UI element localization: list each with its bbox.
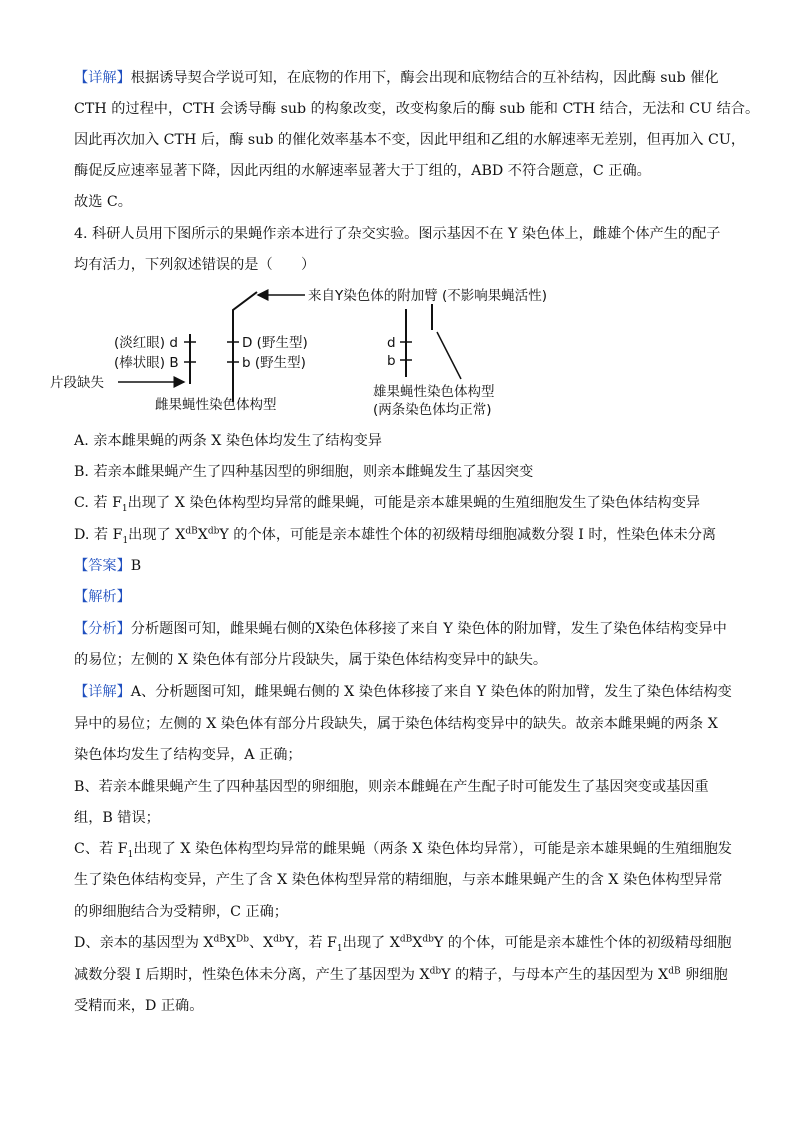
question-line-2: 均有活力，下列叙述错误的是（ ） [74, 257, 316, 273]
option-b: B. 若亲本雌果蝇产生了四种基因型的卵细胞，则亲本雌蝇发生了基因突变 [74, 464, 534, 480]
detail2-a3: 染色体均发生了结构变异，A 正确； [74, 747, 302, 763]
detail2-a1: 【详解】A、分析题图可知，雌果蝇右侧的 X 染色体移接了来自 Y 染色体的附加臂，发生了染色体结构变 [74, 684, 732, 700]
gene-b-male: b [387, 353, 396, 369]
gene-d-female: (淡红眼) d [114, 335, 178, 351]
gene-D-female: D (野生型) [242, 335, 308, 351]
analysis-tag: 【解析】 [74, 589, 131, 605]
gene-B-female: (棒状眼) B [114, 355, 179, 371]
detail2-d3: 受精而来，D 正确。 [74, 998, 204, 1014]
detail2-d2: 减数分裂 I 后期时，性染色体未分离，产生了基因型为 $X^{db}Y$ 的精子，与母本产生的基因型为 $X^{dB}$ 卵细胞 [74, 966, 728, 983]
fenxi-line-1: 【分析】分析题图可知，雌果蝇右侧的X染色体移接了来自 Y 染色体的附加臂，发生了染色体结构变异中 [74, 621, 727, 637]
option-d: D. 若 $F_1$出现了 $X^{dB}X^{db}Y$ 的个体，可能是亲本雄性个体的初级精母细胞减数分裂 I 时，性染色体未分离 [74, 526, 717, 546]
male-caption-2: (两条染色体均正常) [373, 402, 492, 418]
detail2-a2: 异中的易位；左侧的 X 染色体有部分片段缺失，属于染色体结构变异中的缺失。故亲本雌果蝇的两条 X [74, 716, 718, 732]
detail2-c2: 生了染色体结构变异，产生了含 X 染色体构型异常的精细胞，与亲本雌果蝇产生的含 X 染色体构型异常 [74, 872, 723, 888]
gene-b-female: b (野生型) [242, 355, 306, 371]
chromosome-figure [40, 282, 600, 422]
detail2-b2: 组，B 错误； [74, 810, 160, 826]
detail-line-5: 故选 C。 [74, 194, 132, 210]
option-a: A. 亲本雌果蝇的两条 X 染色体均发生了结构变异 [74, 433, 382, 449]
fenxi-line-2: 的易位；左侧的 X 染色体有部分片段缺失，属于染色体结构变异中的缺失。 [74, 652, 548, 668]
answer-line [74, 556, 141, 576]
detail-line-1 [74, 68, 719, 88]
deletion-label: 片段缺失 [50, 375, 104, 391]
question-line-1: 4. 科研人员用下图所示的果蝇作亲本进行了杂交实验。图示基因不在 Y 染色体上，雌雄个体产生的配子 [74, 226, 721, 242]
detail-line-2: CTH 的过程中，CTH 会诱导酶 sub 的构象改变，改变构象后的酶 sub 能和 CTH 结合，无法和 CU 结合。 [74, 101, 760, 117]
male-caption-1: 雄果蝇性染色体构型 [373, 384, 495, 400]
detail2-b1: B、若亲本雌果蝇产生了四种基因型的卵细胞，则亲本雌蝇在产生配子时可能发生了基因突变或基因重 [74, 779, 709, 795]
detail2-c3: 的卵细胞结合为受精卵，C 正确； [74, 904, 288, 920]
detail2-d1: D、亲本的基因型为 $X^{dB}X^{Db}$、$X^{db}Y$，若 $F_1$出现了 $X^{dB}X^{db}Y$ 的个体，可能是亲本雄性个体的初级精母细胞 [74, 934, 732, 954]
detail2-c1: C、若 $F_1$出现了 X 染色体构型均异常的雌果蝇（两条 X 染色体均异常），可能是亲本雄果蝇的生殖细胞发 [74, 841, 732, 860]
detail-text: 根据诱导契合学说可知，在底物的作用下，酶会出现和底物结合的互补结构，因此酶 sub 催化 [130, 70, 719, 86]
answer-value: B [130, 558, 142, 574]
arm-label: 来自Y染色体的附加臂 (不影响果蝇活性) [308, 288, 548, 304]
option-c: C. 若 $F_1$出现了 X 染色体构型均异常的雌果蝇，可能是亲本雄果蝇的生殖细胞发生了染色体结构变异 [74, 495, 701, 514]
answer-tag: 【答案】 [74, 558, 131, 574]
detail-tag: 【详解】 [74, 70, 131, 86]
detail-line-3: 因此再次加入 CTH 后，酶 sub 的催化效率基本不变，因此甲组和乙组的水解速率无差别，但再加入 CU， [74, 132, 746, 148]
female-caption: 雌果蝇性染色体构型 [155, 397, 277, 413]
gene-d-male: d [387, 335, 396, 351]
male-pointer [437, 332, 461, 379]
detail-line-4: 酶促反应速率显著下降，因此丙组的水解速率显著大于丁组的，ABD 不符合题意，C 正确。 [74, 163, 651, 179]
